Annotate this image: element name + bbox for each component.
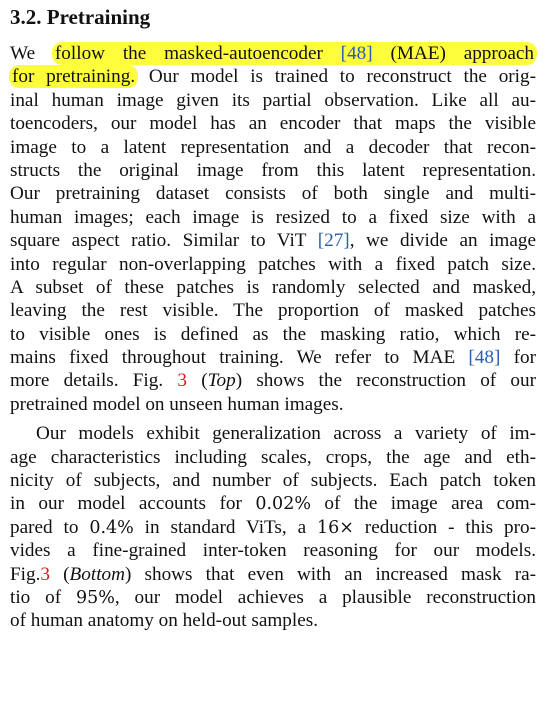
math-value: 0.02% <box>255 494 311 515</box>
text-line: Our models exhibit generalization across a variety of im- <box>36 423 536 445</box>
text-span: , we divide an image <box>349 230 536 252</box>
text-line: inal human image given its partial observation. Like all au- <box>10 89 536 111</box>
text-line: A subset of these patches is randomly selected and masked, <box>10 276 536 298</box>
text-span: ) shows that even with an increased mask ra- <box>124 563 536 585</box>
text-span: square aspect ratio. Similar to ViT <box>10 230 318 252</box>
text-line: leaving the rest visible. The proportion of masked patches <box>10 300 536 322</box>
citation-link[interactable]: [27] <box>317 230 350 252</box>
text-span: ( <box>186 370 208 392</box>
citation-link[interactable]: [48] <box>340 43 373 64</box>
text-line: toencoders, our model has an encoder that maps the visible <box>10 113 536 135</box>
text-line <box>10 369 536 392</box>
highlighted-text[interactable]: for pretraining. <box>12 66 136 88</box>
text-line <box>10 586 536 609</box>
text-span: , our model achieves a plausible reconstruction <box>114 586 536 608</box>
text-span: in our model accounts for <box>10 493 256 515</box>
figure-link[interactable]: 3 <box>40 563 50 585</box>
text-line: of human anatomy on held-out samples. <box>10 610 319 632</box>
paragraph-pretraining-method <box>10 42 536 416</box>
text-span: in standard ViTs, a <box>133 516 317 538</box>
text-line: vides a fine-grained inter-token reasoning for our models. <box>10 540 536 562</box>
paragraph-generalization <box>10 422 536 633</box>
text-line: image to a latent representation and a decoder that recon- <box>10 136 536 158</box>
text-span: tio of <box>10 586 76 608</box>
italic-text: Top <box>207 370 236 392</box>
text-line <box>10 492 536 515</box>
text-line <box>10 229 536 252</box>
text-line: pretrained model on unseen human images. <box>10 393 344 415</box>
text-line: human images; each image is resized to a fixed size with a <box>10 206 536 228</box>
paper-page <box>10 4 536 633</box>
text-span: Our model is trained to reconstruct the orig- <box>137 66 536 88</box>
text-line <box>10 65 536 88</box>
text-span: more details. Fig. <box>10 370 178 392</box>
text-line: nicity of subjects, and number of subjects. Each patch token <box>10 470 536 492</box>
text-span: mains fixed throughout training. We refer to MAE <box>10 347 469 369</box>
math-value: 95% <box>75 587 115 608</box>
text-span: Fig. <box>10 563 41 585</box>
section-heading: 3.2. Pretraining <box>10 5 151 29</box>
highlight-text-span: (MAE) approach <box>372 43 535 64</box>
text-line <box>10 42 536 65</box>
text-line <box>10 563 536 586</box>
figure-link[interactable]: 3 <box>177 370 187 392</box>
text-span: for <box>500 347 536 369</box>
text-line: Our pretraining dataset consists of both single and multi- <box>10 183 536 205</box>
text-line: structs the original image from this latent representation. <box>10 159 536 181</box>
highlighted-text[interactable] <box>53 43 536 64</box>
text-span: pared to <box>10 516 90 538</box>
text-line: into regular non-overlapping patches with a fixed patch size. <box>10 253 536 275</box>
text-line: age characteristics including scales, crops, the age and eth- <box>10 446 536 468</box>
math-value: 0.4% <box>89 517 134 538</box>
text-span: We <box>10 43 53 64</box>
citation-link[interactable]: [48] <box>468 347 501 369</box>
italic-text: Bottom <box>69 563 125 585</box>
text-span: reduction - this pro- <box>353 516 536 538</box>
text-line <box>10 516 536 539</box>
text-span: ( <box>50 563 70 585</box>
highlight-text-span: follow the masked-autoencoder <box>54 43 341 64</box>
math-value: 16× <box>316 517 354 538</box>
text-span: ) shows the reconstruction of our <box>235 370 536 392</box>
text-line <box>10 346 536 369</box>
text-span: of the image area com- <box>310 493 537 515</box>
text-line: to visible ones is defined as the masking ratio, which re- <box>10 323 536 345</box>
